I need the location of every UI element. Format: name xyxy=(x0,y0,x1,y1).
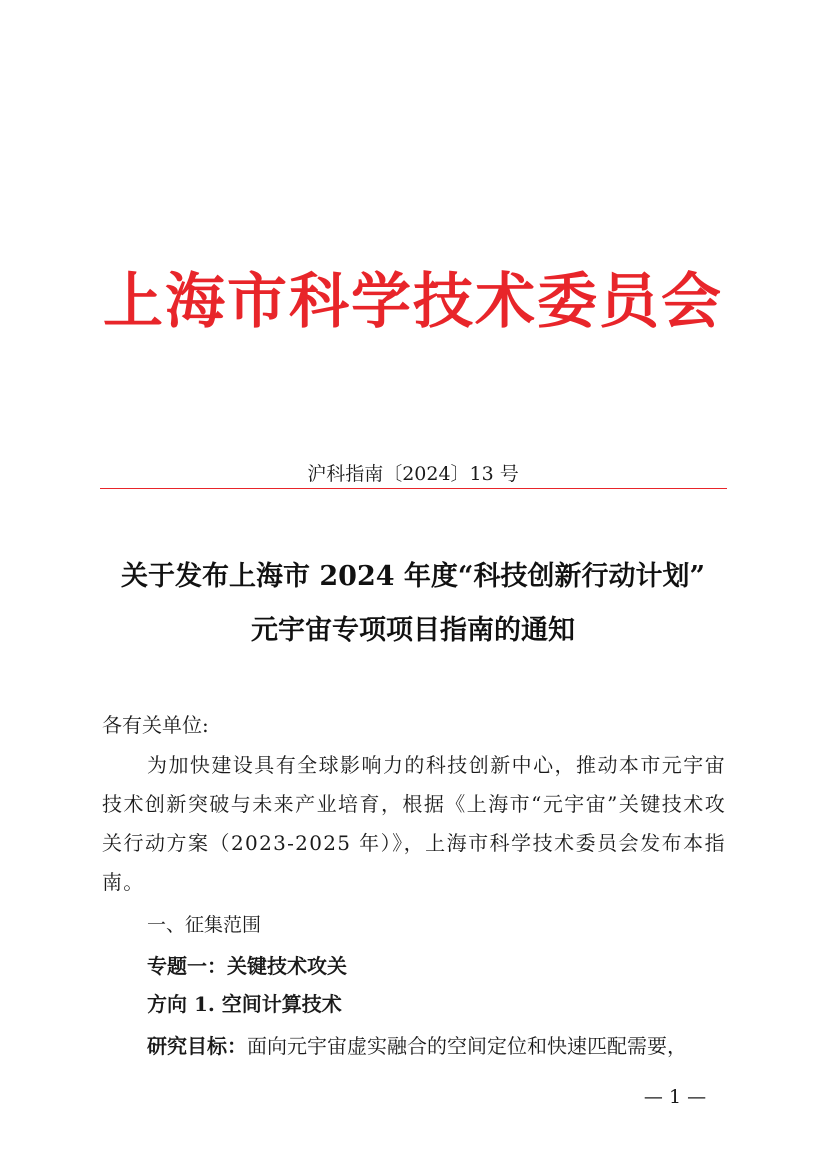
document-number: 沪科指南〔2024〕13 号 xyxy=(307,463,519,485)
topic-heading: 专题一：关键技术攻关 xyxy=(147,954,347,978)
issuer-masthead: 上海市科学技术委员会 xyxy=(103,267,723,337)
section-heading-scope: 一、征集范围 xyxy=(147,914,262,936)
research-goal-label: 研究目标： xyxy=(147,1034,247,1058)
salutation: 各有关单位: xyxy=(102,713,209,737)
research-goal-line xyxy=(147,1029,771,1063)
page-number: — 1 — xyxy=(643,1086,707,1108)
research-goal-text: 面向元宇宙虚实融合的空间定位和快速匹配需要， xyxy=(247,1034,687,1058)
intro-paragraph: 为加快建设具有全球影响力的科技创新中心，推动本市元宇宙技术创新突破与未来产业培育，根据《上海市“元宇宙”关键技术攻关行动方案（2023-2025 年）》，上海市科学技术委员会发布本指南。 xyxy=(102,753,726,894)
red-divider-rule xyxy=(100,488,727,489)
document-title-line-2: 元宇宙专项项目指南的通知 xyxy=(251,615,575,646)
document-title-line-1: 关于发布上海市 2024 年度“科技创新行动计划” xyxy=(120,561,705,592)
direction-heading: 方向 1. 空间计算技术 xyxy=(147,992,342,1016)
